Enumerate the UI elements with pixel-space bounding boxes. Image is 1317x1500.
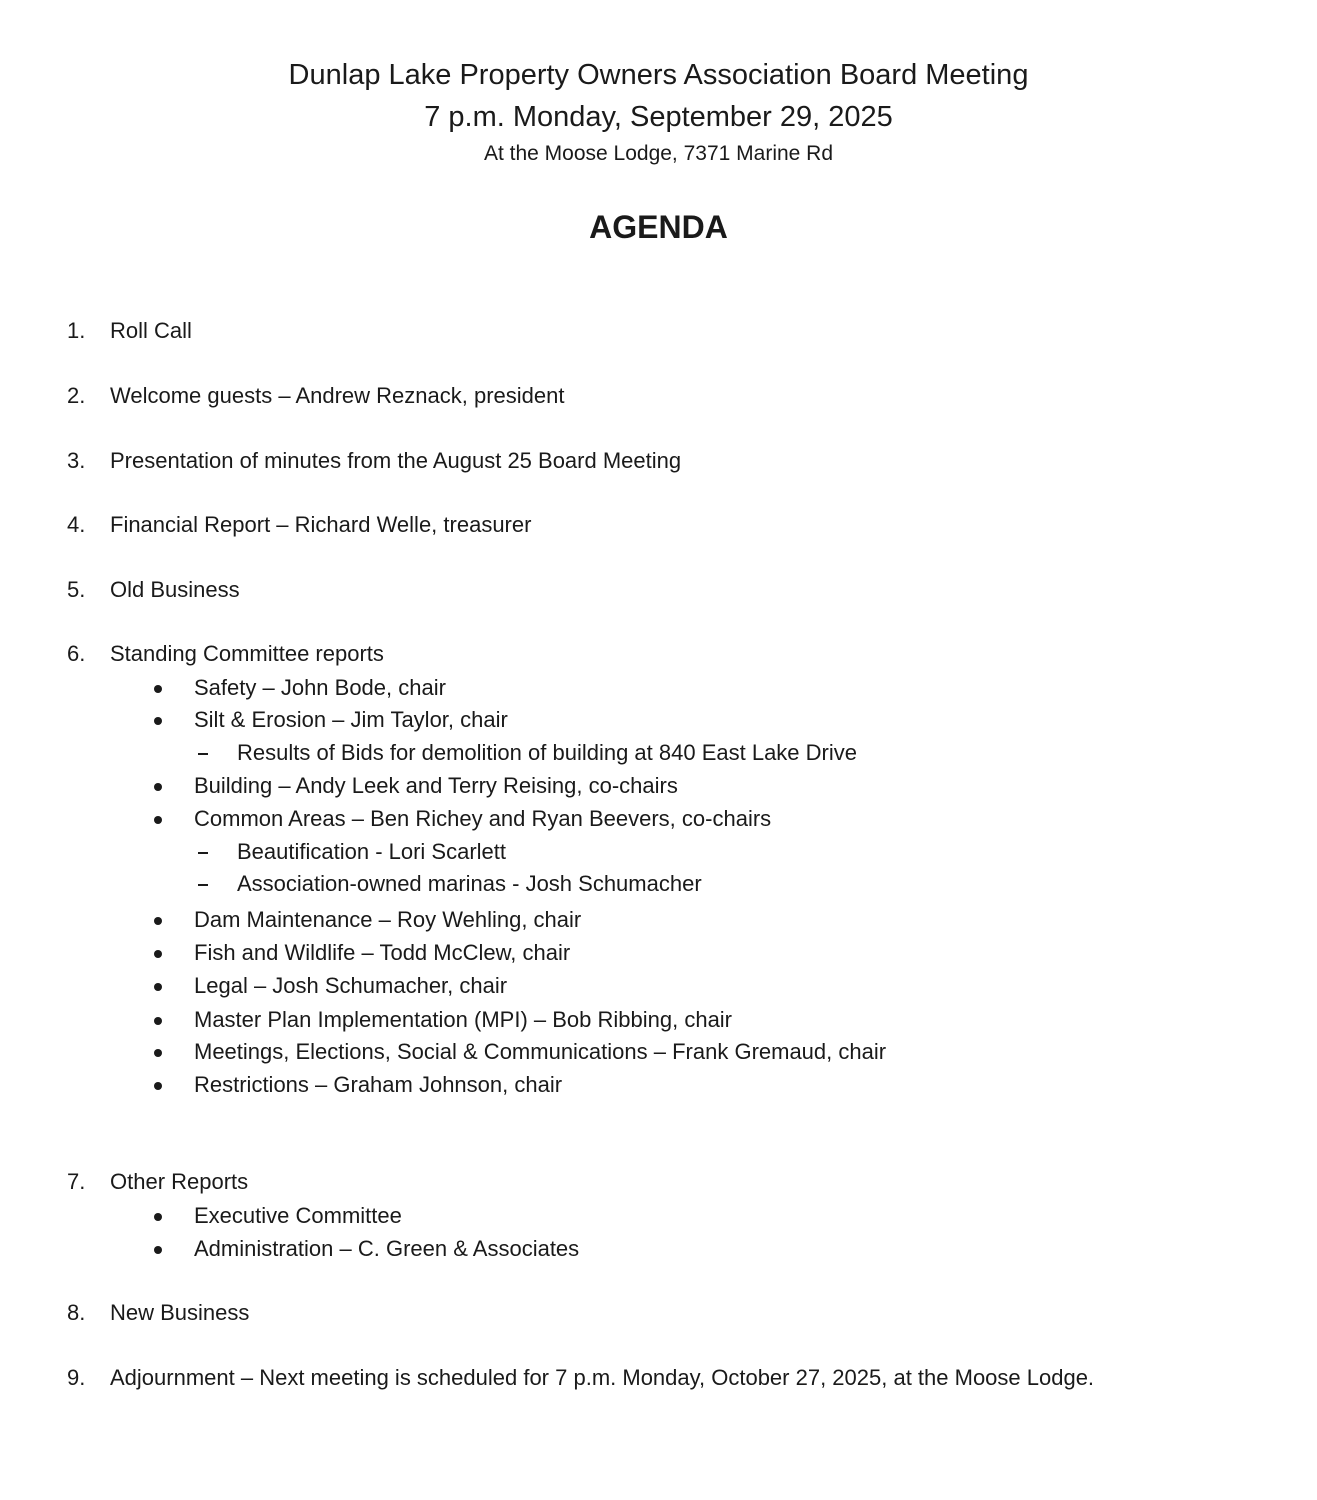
agenda-item-number: 3. <box>67 448 86 473</box>
committee-master-plan: Master Plan Implementation (MPI) – Bob Ribbing, chair <box>194 1007 733 1032</box>
committee-building: Building – Andy Leek and Terry Reising, co-chairs <box>194 773 678 798</box>
bullet-icon <box>151 1070 167 1100</box>
committee-dam-maintenance: Dam Maintenance – Roy Wehling, chair <box>194 907 582 932</box>
subitem-marinas: Association-owned marinas - Josh Schumacher <box>237 871 702 896</box>
agenda-item-financial-report: Financial Report – Richard Welle, treasurer <box>110 512 532 537</box>
agenda-item-number: 2. <box>67 383 86 408</box>
bullet-icon <box>151 938 167 968</box>
bullet-icon <box>151 971 167 1001</box>
agenda-item-new-business: New Business <box>110 1300 250 1325</box>
bullet-icon <box>151 1005 167 1035</box>
bullet-icon <box>151 1037 167 1067</box>
dash-icon <box>197 869 211 899</box>
agenda-item-number: 4. <box>67 512 86 537</box>
agenda-item-number: 7. <box>67 1169 86 1194</box>
agenda-item-roll-call: Roll Call <box>110 318 192 343</box>
committee-restrictions: Restrictions – Graham Johnson, chair <box>194 1072 563 1097</box>
agenda-item-adjournment: Adjournment – Next meeting is scheduled for 7 p.m. Monday, October 27, 2025, at the Moose Lodge. <box>110 1365 1095 1390</box>
bullet-icon <box>151 1234 167 1264</box>
bullet-icon <box>151 673 167 703</box>
bullet-icon <box>151 905 167 935</box>
bullet-icon <box>151 1201 167 1231</box>
committee-legal: Legal – Josh Schumacher, chair <box>194 973 508 998</box>
dash-icon <box>197 738 211 768</box>
report-administration: Administration – C. Green & Associates <box>194 1236 580 1261</box>
dash-icon <box>197 837 211 867</box>
meeting-location: At the Moose Lodge, 7371 Marine Rd <box>483 142 834 165</box>
agenda-item-other-reports: Other Reports <box>110 1169 249 1194</box>
bullet-icon <box>151 804 167 834</box>
agenda-item-standing-committee-reports: Standing Committee reports <box>110 641 384 666</box>
report-executive-committee: Executive Committee <box>194 1203 402 1228</box>
committee-meetings-elections: Meetings, Elections, Social & Communications – Frank Gremaud, chair <box>194 1039 887 1064</box>
committee-safety: Safety – John Bode, chair <box>194 675 446 700</box>
bullet-icon <box>151 771 167 801</box>
agenda-item-number: 9. <box>67 1365 86 1390</box>
agenda-item-number: 8. <box>67 1300 86 1325</box>
agenda-item-number: 5. <box>67 577 86 602</box>
committee-fish-wildlife: Fish and Wildlife – Todd McClew, chair <box>194 940 571 965</box>
subitem-beautification: Beautification - Lori Scarlett <box>237 839 507 864</box>
agenda-item-number: 6. <box>67 641 86 666</box>
agenda-item-number: 1. <box>67 318 86 343</box>
agenda-item-old-business: Old Business <box>110 577 240 602</box>
document-title: Dunlap Lake Property Owners Association Board Meeting <box>288 59 1029 91</box>
bullet-icon <box>151 705 167 735</box>
committee-common-areas: Common Areas – Ben Richey and Ryan Beevers, co-chairs <box>194 806 772 831</box>
agenda-heading: AGENDA <box>589 209 728 245</box>
meeting-datetime: 7 p.m. Monday, September 29, 2025 <box>424 101 893 133</box>
subitem-demolition-bids: Results of Bids for demolition of building at 840 East Lake Drive <box>237 740 857 765</box>
agenda-item-minutes: Presentation of minutes from the August 25 Board Meeting <box>110 448 682 473</box>
agenda-item-welcome-guests: Welcome guests – Andrew Reznack, president <box>110 383 565 408</box>
committee-silt-erosion: Silt & Erosion – Jim Taylor, chair <box>194 707 508 732</box>
